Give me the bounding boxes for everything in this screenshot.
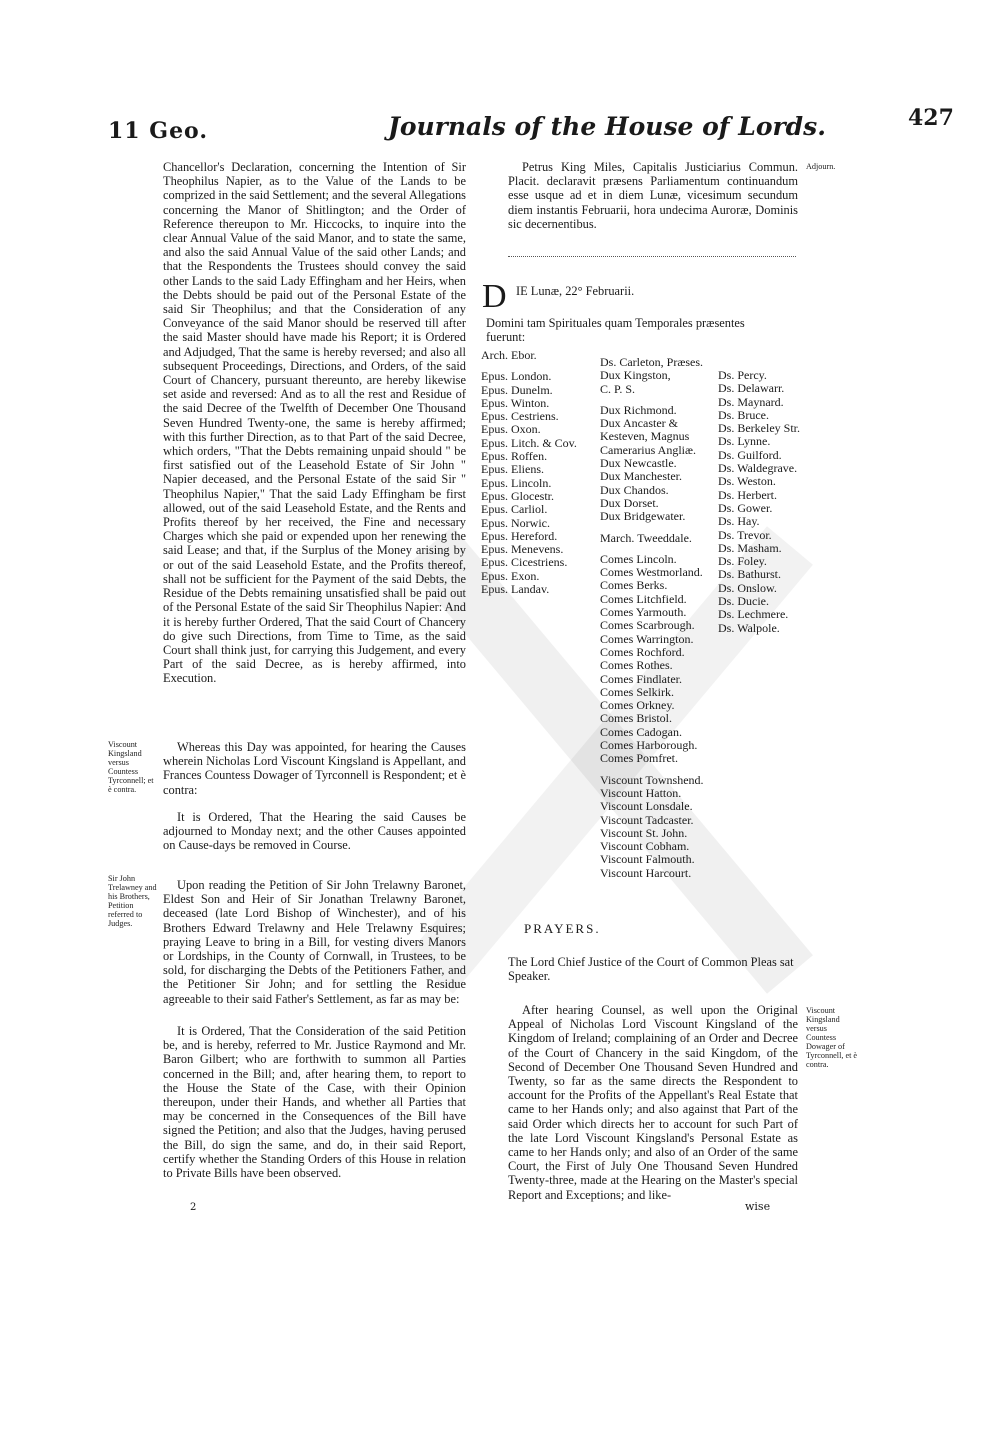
lord-entry: Ds. Carleton, Præses. [600, 355, 703, 369]
margin-note-adjourn: Adjourn. [806, 162, 836, 171]
adjournment-paragraph: Petrus King Miles, Capitalis Justiciarius Commun. Placit. declaravit præsens Parliamentum continuandum esse usque ad et in diem Lunæ, vicesimum secundum diem instantis Februarii, hora undecima Auroræ, Dominis sic decernentibus. [508, 160, 798, 231]
lord-entry: Dux Ancaster & [600, 416, 678, 431]
section-divider [508, 256, 796, 257]
lord-entry: C. P. S. [600, 381, 636, 396]
lord-entry: Ds. Walpole. [718, 620, 780, 635]
left-paragraph-5: It is Ordered, That the Consideration of the said Petition be, and is hereby, referred to Mr. Justice Raymond and Mr. Baron Gilbert; who are forthwith to summon all Parties concerned in the Bill; and, after hearing them, to report to the House the State of the Case, with their Opinion thereupon, under their Hands, and whether all Parties that may be concerned in the Consequences of the Bill have signed the Petition; and also that the Judges, having perused the Bill, do sign the same, and do, in their said Report, certify whether the Standing Orders of this House in relation to Private Bills have been observed. [163, 1024, 466, 1181]
lord-entry: Viscount Harcourt. [600, 865, 692, 880]
lord-entry: Comes Selkirk. [600, 684, 674, 699]
lords-list-spiritual [481, 349, 577, 596]
lord-entry: Ds. Lechmere. [718, 607, 789, 622]
lord-entry: Viscount Lonsdale. [600, 799, 693, 814]
lord-entry: Viscount Falmouth. [600, 852, 695, 867]
lord-entry: Epus. Oxon. [481, 422, 541, 437]
lord-entry: Epus. Litch. & Cov. [481, 435, 577, 450]
lord-entry: Comes Cadogan. [600, 724, 682, 739]
lord-entry: Epus. London. [481, 369, 552, 384]
lord-entry: Ds. Maynard. [718, 394, 784, 409]
lord-entry: Comes Orkney. [600, 698, 675, 713]
lord-entry: Epus. Cestriens. [481, 409, 559, 424]
lord-entry: Comes Yarmouth. [600, 605, 687, 620]
lords-list-barons [718, 369, 800, 635]
lord-entry: Epus. Cicestriens. [481, 555, 568, 570]
lord-entry: Ds. Masham. [718, 540, 782, 555]
page-header-left: 11 Geo. [108, 118, 209, 144]
lord-entry: Epus. Menevens. [481, 542, 564, 557]
lord-entry: March. Tweeddale. [600, 530, 692, 545]
lord-entry: Comes Warrington. [600, 631, 694, 646]
lord-entry: Comes Litchfield. [600, 591, 687, 606]
catchword: wise [745, 1200, 771, 1213]
lord-entry: Comes Scarbrough. [600, 618, 695, 633]
lord-entry: Ds. Herbert. [718, 487, 777, 502]
lord-entry: Camerarius Angliæ. [600, 442, 696, 457]
lord-entry: Ds. Ducie. [718, 594, 769, 609]
left-paragraph-1: Chancellor's Declaration, concerning the Intention of Sir Theophilus Napier, as to the Value of the Lands to be comprized in the said Settlement; and the several Allegations concerning the Manor of Shitlington; and the Order of Reference thereupon to Mr. Hiccocks, to inquire into the clear Annual Value of the said Manor, and to state the same, and also the said Annual Value of the said other Lands; and that the Respondents the Trustees should convey the said other Lands to the said Lady Effingham and her Heirs, when the Debts should be paid out of the Personal Estate of the said Sir Theophilus; and that the Consideration of any Conveyance of the said Manor should be reserved till after the said Master should have made his Report; it is Ordered and Adjudged, That the same is hereby reversed; and also all subsequent Proceedings, Directions, and Orders, of the said Court of Chancery, pursuant thereunto, are hereby likewise set aside and reversed: And as to all the rest and Residue of the said Decree of the Twelfth of December One Thousand Seven Hundred Twenty-one, the same is hereby affirmed; with this further Direction, as to that Part of the said Decree, which orders, "That the Debts remaining unpaid should " be first satisfied out of the Leasehold Estate of Sir John " Napier deceased, and the Personal Estate of the said Sir " Theophilus Napier," That the said Lady Effingham be first allowed, out of the said Leasehold Estate, and the Rents and Profits thereof by her received, the Fine and necessary Charges which she paid or expended upon her renewing the said Lease; and that, if the Surplus of the Money arising by or out of the said Leasehold Estate, and the Profits thereof, shall not be sufficient for the Payment of the said Debts, the Residue of the Debts remaining unsatisfied shall be paid out of the Personal Estate of the said Sir Theophilus Napier: And it is hereby further Ordered, That the said Court of Chancery do give such Directions, from Time to Time, as the said Court shall think just, for carrying this Judgement, and every Part of the said Decree, as is hereby affirmed, into Execution. [163, 160, 466, 686]
lord-entry: Ds. Foley. [718, 554, 767, 569]
lord-entry: Comes Harborough. [600, 738, 698, 753]
lord-entry: Comes Pomfret. [600, 751, 678, 766]
page-number: 427 [908, 105, 954, 131]
lord-entry: Dux Dorset. [600, 495, 659, 510]
lord-entry: Ds. Berkeley Str. [718, 421, 800, 436]
date-heading: IE Lunæ, 22° Februarii. [516, 284, 635, 298]
lord-entry: Dux Bridgewater. [600, 509, 686, 524]
lord-entry: Ds. Trevor. [718, 527, 772, 542]
lord-entry: Comes Findlater. [600, 671, 682, 686]
lord-entry: Ds. Bruce. [718, 407, 769, 422]
left-paragraph-2: Whereas this Day was appointed, for hearing the Causes wherein Nicholas Lord Viscount Kingsland is Appellant, and Frances Countess Dowager of Tyrconnell is Respondent; et è contra: [163, 740, 466, 797]
lord-entry: Viscount Townshend. [600, 772, 704, 787]
lord-entry: Comes Bristol. [600, 711, 673, 726]
drop-cap: D [482, 278, 507, 315]
lord-entry: Ds. Waldegrave. [718, 461, 798, 476]
lord-entry: Dux Manchester. [600, 469, 682, 484]
lord-entry: Ds. Gower. [718, 500, 773, 515]
lord-entry: Epus. Dunelm. [481, 382, 553, 397]
signature-mark: 2 [190, 1202, 197, 1213]
lord-entry: Viscount St. John. [600, 825, 688, 840]
lord-entry: Comes Rochford. [600, 644, 685, 659]
lord-entry: Ds. Delawarr. [718, 381, 785, 396]
lord-entry: Dux Newcastle. [600, 456, 677, 471]
lord-entry: Comes Westmorland. [600, 565, 703, 580]
lord-entry: Ds. Lynne. [718, 434, 771, 449]
lord-entry: Epus. Carliol. [481, 502, 548, 517]
lord-entry: Comes Berks. [600, 578, 668, 593]
left-paragraph-4: Upon reading the Petition of Sir John Trelawny Baronet, Eldest Son and Heir of Sir Jonathan Trelawny Baronet, deceased (late Lord Bishop of Winchester), and of his Brothers Edward Trelawny and Hele Trelawny Esquires; praying Leave to bring in a Bill, for vesting divers Manors or Lordships, in the County of Cornwall, in Trustees, to be sold, for discharging the Debts of the Petitioners Father, and the Petitioner Sir John; and for settling the Residue agreeable to their said Father's Settlement, as far as may be: [163, 878, 466, 1006]
lord-entry: Dux Chandos. [600, 482, 669, 497]
lord-entry: Kesteven, Magnus [600, 429, 690, 444]
lord-entry: Epus. Lincoln. [481, 475, 552, 490]
lord-entry: Dux Kingston, [600, 368, 671, 383]
lord-entry: Epus. Hereford. [481, 528, 558, 543]
lord-entry: Epus. Glocestr. [481, 488, 554, 503]
lord-entry: Viscount Hatton. [600, 785, 682, 800]
lord-entry: Arch. Ebor. [481, 348, 537, 362]
attendance-heading: Domini tam Spirituales quam Temporales præsentes fuerunt: [486, 316, 745, 344]
lord-entry: Comes Lincoln. [600, 551, 677, 566]
lord-entry: Viscount Cobham. [600, 839, 690, 854]
margin-note-trelawney: Sir John Trelawney and his Brothers, Petition referred to Judges. [108, 874, 157, 928]
page-header-title: Journals of the House of Lords. [388, 112, 826, 141]
margin-note-kingsland: Viscount Kingsland versus Countess Tyrconnell; et è contra. [108, 740, 154, 794]
lord-entry: Epus. Eliens. [481, 462, 544, 477]
lord-entry: Ds. Guilford. [718, 447, 782, 462]
left-paragraph-3: It is Ordered, That the Hearing the said Causes be adjourned to Monday next; and the other Causes appointed on Cause-days be removed in Course. [163, 810, 466, 853]
lord-entry: Epus. Landav. [481, 582, 550, 597]
lords-list-temporal [600, 356, 704, 880]
lord-entry: Epus. Roffen. [481, 449, 548, 464]
lord-entry: Ds. Weston. [718, 474, 776, 489]
lord-entry: Ds. Onslow. [718, 580, 777, 595]
speaker-note: The Lord Chief Justice of the Court of Common Pleas sat Speaker. [508, 955, 794, 984]
lord-entry: Dux Richmond. [600, 402, 677, 417]
lord-entry: Ds. Bathurst. [718, 567, 781, 582]
margin-note-appeal: Viscount Kingsland versus Countess Dowager of Tyrconnell, et è contra. [806, 1006, 858, 1069]
lord-entry: Viscount Tadcaster. [600, 812, 694, 827]
lord-entry: Ds. Percy. [718, 368, 767, 382]
lord-entry: Epus. Exon. [481, 568, 540, 583]
appeal-paragraph: After hearing Counsel, as well upon the Original Appeal of Nicholas Lord Viscount Kingsland of the Kingdom of Ireland; complaining of an Order and Decree of the Court of Chancery in the said Kingdom, of the Second of December One Thousand Seven Hundred and Twenty, so far as the same directs the Respondent to account for the Profits of the Appellant's Real Estate that came to her Hands only; and also against that Part of the said Order which directs her to account for such Part of the late Lord Viscount Kingsland's Personal Estate as came to her Hands only; and also of an Order of the same Court, the First of July One Thousand Seven Hundred Twenty-three, made at the Hearing on the Master's special Report and Exceptions; and like- [508, 1003, 798, 1202]
prayers-heading: PRAYERS. [524, 921, 601, 936]
lord-entry: Epus. Norwic. [481, 515, 550, 530]
lord-entry: Epus. Winton. [481, 395, 550, 410]
lord-entry: Ds. Hay. [718, 514, 760, 529]
lord-entry: Comes Rothes. [600, 658, 673, 673]
